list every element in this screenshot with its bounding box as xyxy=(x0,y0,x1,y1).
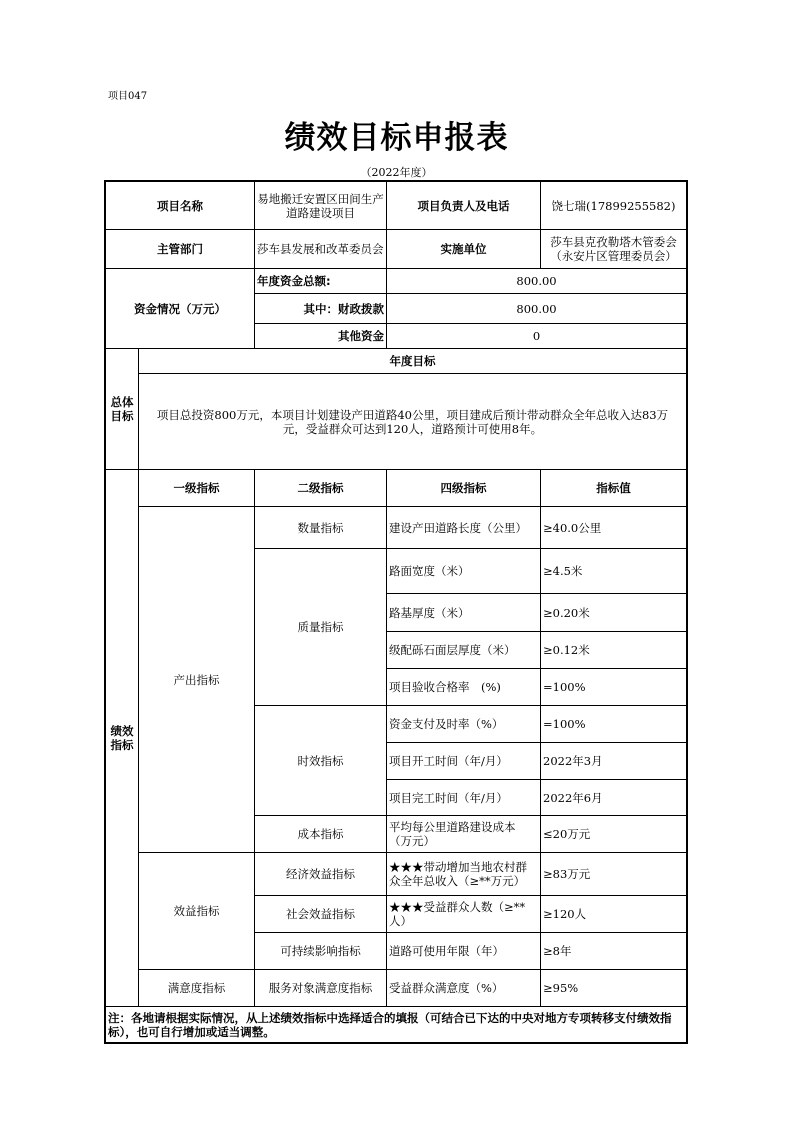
project-name-value: 易地搬迁安置区田间生产道路建设项目 xyxy=(254,181,387,230)
page-title: 绩效目标申报表 xyxy=(284,120,509,156)
value-cell: ≥8年 xyxy=(540,932,687,970)
value-cell: ≥40.0公里 xyxy=(540,506,687,549)
indicator-cell: 项目开工时间（年/月） xyxy=(386,742,541,780)
indicator-cell: 项目完工时间（年/月） xyxy=(386,779,541,816)
indicator-cell: 道路可使用年限（年） xyxy=(386,932,541,970)
level2-timeliness: 时效指标 xyxy=(254,705,387,816)
header-level1: 一级指标 xyxy=(138,469,255,507)
dept-label: 主管部门 xyxy=(105,229,255,269)
indicator-cell: 建设产田道路长度（公里） xyxy=(386,506,541,549)
impl-value: 莎车县克孜勒塔木管委会（永安片区管理委员会） xyxy=(540,229,687,269)
dept-value: 莎车县发展和改革委员会 xyxy=(254,229,387,269)
funds-other-value: 0 xyxy=(386,323,687,349)
indicator-cell: ★★★受益群众人数（≥**人） xyxy=(386,895,541,933)
overall-header: 年度目标 xyxy=(138,348,687,374)
value-cell: =100% xyxy=(540,705,687,743)
level2-service-satisfaction: 服务对象满意度指标 xyxy=(254,969,387,1007)
value-cell: 2022年6月 xyxy=(540,779,687,816)
project-code: 项目047 xyxy=(108,91,148,102)
manager-value: 饶七瑞(17899255582) xyxy=(540,181,687,230)
level2-cost: 成本指标 xyxy=(254,815,387,853)
value-cell: ≤20万元 xyxy=(540,815,687,853)
indicator-cell: 路基厚度（米） xyxy=(386,593,541,632)
note: 注：各地请根据实际情况，从上述绩效指标中选择适合的填报（可结合已下达的中央对地方专项转移支付绩效指标），也可自行增加或适当调整。 xyxy=(105,1006,687,1043)
funds-fiscal-label: 其中：财政拨款 xyxy=(254,293,387,324)
project-name-label: 项目名称 xyxy=(105,181,255,230)
value-cell: ≥0.20米 xyxy=(540,593,687,632)
indicator-cell: ★★★带动增加当地农村群众全年总收入（≥**万元） xyxy=(386,852,541,896)
overall-text: 项目总投资800万元，本项目计划建设产田道路40公里，项目建成后预计带动群众全年总收入达83万元，受益群众可达到120人，道路预计可使用8年。 xyxy=(138,373,687,470)
indicator-cell: 受益群众满意度（%） xyxy=(386,969,541,1007)
level1-benefit: 效益指标 xyxy=(138,852,255,970)
indicator-cell: 级配砾石面层厚度（米） xyxy=(386,631,541,669)
indicator-cell: 平均每公里道路建设成本（万元） xyxy=(386,815,541,853)
funds-total-value: 800.00 xyxy=(386,268,687,294)
indicator-cell: 路面宽度（米） xyxy=(386,548,541,594)
funds-fiscal-value: 800.00 xyxy=(386,293,687,324)
level2-quantity: 数量指标 xyxy=(254,506,387,549)
level2-sustainable: 可持续影响指标 xyxy=(254,932,387,970)
value-cell: ≥4.5米 xyxy=(540,548,687,594)
level2-economic: 经济效益指标 xyxy=(254,852,387,896)
header-level4: 四级指标 xyxy=(386,469,541,507)
funds-label: 资金情况（万元） xyxy=(105,268,255,349)
value-cell: ≥83万元 xyxy=(540,852,687,896)
indicator-cell: 项目验收合格率 (%) xyxy=(386,668,541,706)
level1-satisfaction: 满意度指标 xyxy=(138,969,255,1007)
value-cell: ≥120人 xyxy=(540,895,687,933)
funds-total-label: 年度资金总额: xyxy=(254,268,387,294)
header-value: 指标值 xyxy=(540,469,687,507)
level2-social: 社会效益指标 xyxy=(254,895,387,933)
manager-label: 项目负责人及电话 xyxy=(386,181,541,230)
value-cell: ≥0.12米 xyxy=(540,631,687,669)
value-cell: 2022年3月 xyxy=(540,742,687,780)
value-cell: ≥95% xyxy=(540,969,687,1007)
year-label: （2022年度） xyxy=(360,166,433,179)
performance-label: 绩效指标 xyxy=(105,469,139,1007)
value-cell: =100% xyxy=(540,668,687,706)
overall-label: 总体目标 xyxy=(105,348,139,470)
impl-label: 实施单位 xyxy=(386,229,541,269)
indicator-cell: 资金支付及时率（%） xyxy=(386,705,541,743)
funds-other-label: 其他资金 xyxy=(254,323,387,349)
level1-output: 产出指标 xyxy=(138,506,255,853)
level2-quality: 质量指标 xyxy=(254,548,387,706)
header-level2: 二级指标 xyxy=(254,469,387,507)
